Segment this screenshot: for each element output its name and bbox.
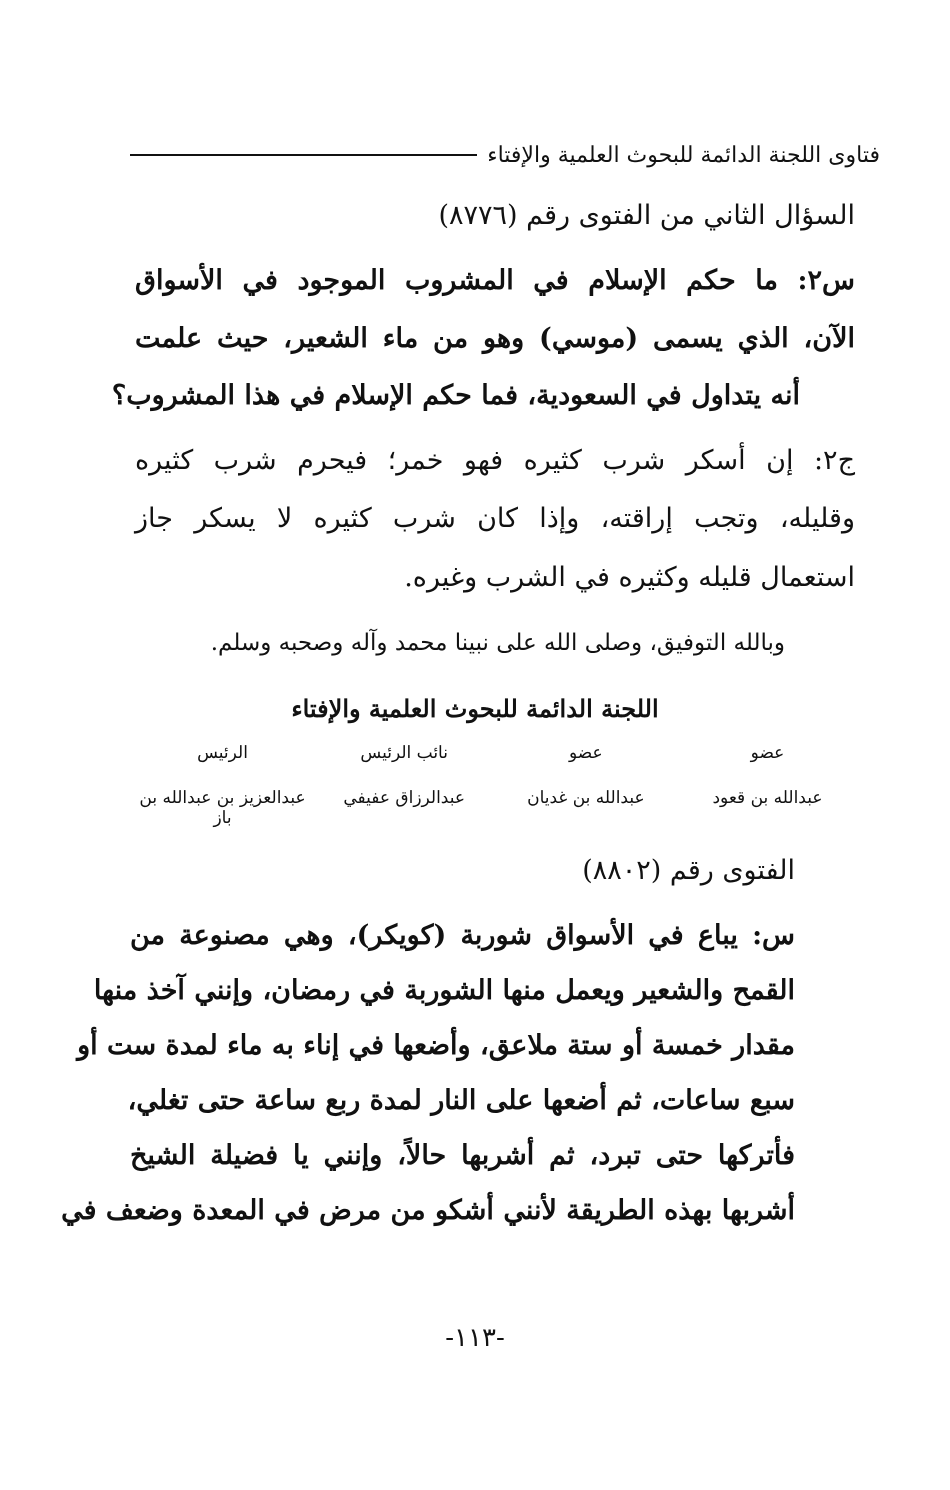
question-line: مقدار خمسة أو ستة ملاعق، وأضعها في إناء به ماء لمدة ست أو <box>77 1030 795 1061</box>
header-title: فتاوى اللجنة الدائمة للبحوث العلمية والإفتاء <box>487 142 880 168</box>
answer-line: وقليله، وتجب إراقته، وإذا كان شرب كثيره لا يسكر جاز <box>135 503 855 534</box>
signature-name: عبدالله بن قعود <box>712 788 823 808</box>
answer-line: استعمال قليله وكثيره في الشرب وغيره. <box>404 562 855 593</box>
question-line: أنه يتداول في السعودية، فما حكم الإسلام في هذا المشروب؟ <box>111 380 800 411</box>
signature-name: عبدالعزيز بن عبدالله بن باز <box>139 788 306 828</box>
signature-role: عضو <box>569 743 603 763</box>
question-line: الآن، الذي يسمى (موسي) وهو من ماء الشعير، حيث علمت <box>135 323 855 354</box>
fatwa-subheading-1: السؤال الثاني من الفتوى رقم (٨٧٧٦) <box>438 200 855 231</box>
question-line: س٢: ما حكم الإسلام في المشروب الموجود في الأسواق <box>135 265 855 296</box>
signature-role: عضو <box>750 743 785 763</box>
fatwa-subheading-2: الفتوى رقم (٨٨٠٢) <box>582 855 795 886</box>
question-line: سبع ساعات، ثم أضعها على النار لمدة ربع ساعة حتى تغلي، <box>127 1085 795 1116</box>
header-rule <box>130 154 477 156</box>
answer-line: ج٢: إن أسكر شرب كثيره فهو خمر؛ فيحرم شرب كثيره <box>135 445 855 476</box>
question-line: فأتركها حتى تبرد، ثم أشربها حالاً، وإنني يا فضيلة الشيخ <box>130 1140 795 1171</box>
page-number: -١١٣- <box>445 1323 505 1353</box>
running-header <box>130 135 880 175</box>
signature-role: الرئيس <box>197 743 248 763</box>
question-line: القمح والشعير ويعمل منها الشوربة في رمضان، وإنني آخذ منها <box>93 975 795 1006</box>
signature-name: عبدالرزاق عفيفي <box>343 788 466 808</box>
signature-role: نائب الرئيس <box>360 743 448 763</box>
signature-name: عبدالله بن غديان <box>527 788 645 808</box>
closing-line: وبالله التوفيق، وصلى الله على نبينا محمد وآله وصحبه وسلم. <box>210 630 785 656</box>
signature-roles <box>135 743 855 763</box>
question-line: أشربها بهذه الطريقة لأنني أشكو من مرض في المعدة وضعف في <box>61 1195 795 1226</box>
signature-names <box>135 788 855 828</box>
question-line: س: يباع في الأسواق شوربة (كويكر)، وهي مصنوعة من <box>130 920 795 951</box>
committee-title: اللجنة الدائمة للبحوث العلمية والإفتاء <box>291 694 659 723</box>
